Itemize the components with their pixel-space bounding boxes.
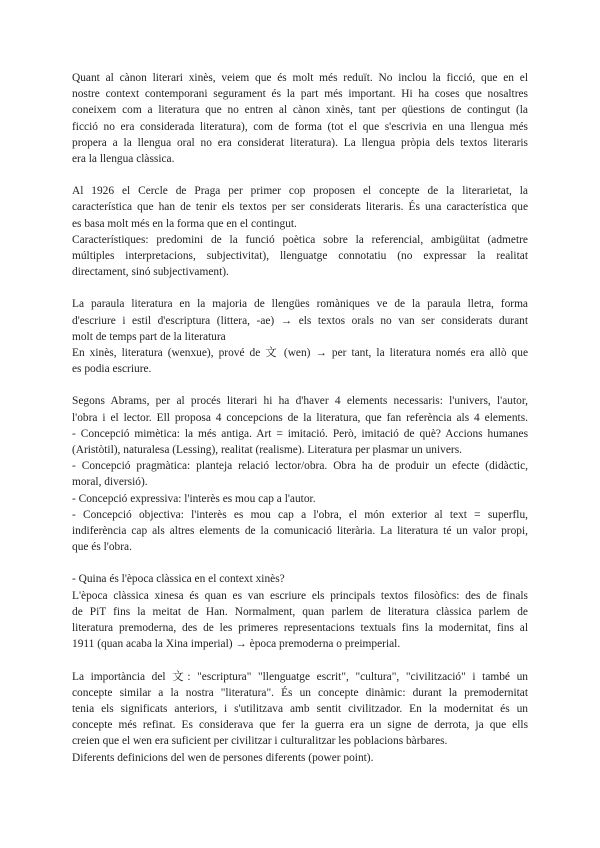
- paragraph-epoca-classica: [72, 571, 528, 652]
- text-line: l'obra i el lector. Ell proposa 4 concepcions de la literatura, que fan referència als 4 elements.: [72, 411, 528, 424]
- text-line: propera a la llengua oral no era considerat literatura). La llengua pròpia dels textos literaris: [72, 136, 528, 149]
- text-line: 1911 (quan acaba la Xina imperial) → època premoderna o preimperial.: [72, 638, 401, 651]
- text-line: literatura premoderna, des de les primeres representacions textuals fins la modernitat, fins al: [72, 622, 528, 635]
- text-line: nostre context contemporani segurament és la part més important. Hi ha coses que nosaltres: [72, 88, 528, 101]
- text-line: - Concepció pragmàtica: planteja relació lector/obra. Obra ha de produir un efecte (didàctic,: [72, 460, 528, 473]
- text-line: - Quina és l'època clàssica en el context xinès?: [72, 573, 285, 586]
- text-line: que és l'obra.: [72, 541, 132, 554]
- text-line: directament, sinó subjectivament).: [72, 266, 229, 279]
- text-line: - Concepció objectiva: l'interès es mou cap a l'obra, el món exterior al text = superflu,: [72, 508, 528, 521]
- text-line: En xinès, literatura (wenxue), prové de 文 (wen) → per tant, la literatura només era allò que: [72, 347, 528, 360]
- text-line: creien que el wen era suficient per civilitzar i culturalitzar les poblacions bàrbares.: [72, 735, 448, 748]
- text-line: L'època clàssica xinesa és quan es van escriure els principals textos filosòfics: des de finals: [72, 589, 528, 602]
- text-line: concepte més refinat. Es considerava que fer la guerra era un signe de derrota, ja que ells: [72, 719, 528, 732]
- text-line: - Concepció expressiva: l'interès es mou cap a l'autor.: [72, 492, 316, 505]
- text-line: Diferents definicions del wen de persones diferents (power point).: [72, 751, 374, 764]
- text-line: de PiT fins la meitat de Han. Normalment, quan parlem de literatura clàssica parlem de: [72, 605, 528, 618]
- text-line: La importància del 文: "escriptura" "llenguatge escrit", "cultura", "civilització" i també un: [72, 670, 528, 683]
- text-line: - Concepció mimètica: la més antiga. Art = imitació. Però, imitació de què? Accions humanes: [72, 427, 528, 440]
- text-line: (Aristòtil), naturalesa (Lessing), realitat (realisme). Literatura per plasmar un univers.: [72, 444, 462, 457]
- text-line: era la llengua clàssica.: [72, 153, 175, 166]
- text-line: Característiques: predomini de la funció poètica sobre la referencial, ambigüitat (admetre: [72, 233, 528, 246]
- text-line: indiferència cap als altres elements de la comunicació literària. La literatura té un valor propi,: [72, 525, 528, 538]
- text-line: ficció no era considerada literatura), com de forma (tot el que s'escrivia en una llengua més: [72, 120, 528, 133]
- paragraph-importancia-wen: [72, 669, 528, 766]
- text-line: d'escriure i estil d'escriptura (littera, -ae) → els textos orals no van ser considerats durant: [72, 314, 528, 327]
- text-line: tenia els significats anteriors, i s'utilitzava amb sentit civilitzador. En la modernitat és un: [72, 702, 528, 715]
- paragraph-canon: [72, 70, 528, 167]
- text-line: moral, diversió).: [72, 476, 148, 489]
- text-line: concepte similar a la nostra "literatura". És un concepte dinàmic: durant la premodernitat: [72, 686, 528, 699]
- text-line: Al 1926 el Cercle de Praga per primer cop proposen el concepte de la literarietat, la: [72, 185, 528, 198]
- text-line: es podia escriure.: [72, 363, 152, 376]
- text-line: molt de temps part de la literatura: [72, 330, 226, 343]
- paragraph-paraula-literatura: [72, 296, 528, 377]
- text-line: Quant al cànon literari xinès, veiem que és molt més reduït. No inclou la ficció, que en el: [72, 72, 528, 84]
- text-line: es basa molt més en la forma que en el contingut.: [72, 217, 297, 230]
- document-page: [72, 70, 528, 782]
- text-line: coneixem com a literatura que no entren al cànon xinès, tant per qüestions de contingut (la: [72, 104, 528, 117]
- paragraph-literarietat: [72, 183, 528, 280]
- paragraph-abrams: [72, 393, 528, 555]
- text-line: característica que han de tenir els textos per ser considerats literaris. És una característica que: [72, 201, 528, 214]
- text-line: múltiples interpretacions, subjectivitat), llenguatge connotatiu (no expressar la realitat: [72, 250, 528, 263]
- text-line: Segons Abrams, per al procés literari hi ha d'haver 4 elements necessaris: l'univers, l'autor,: [72, 395, 528, 408]
- text-line: La paraula literatura en la majoria de llengües romàniques ve de la paraula lletra, forma: [72, 298, 528, 311]
